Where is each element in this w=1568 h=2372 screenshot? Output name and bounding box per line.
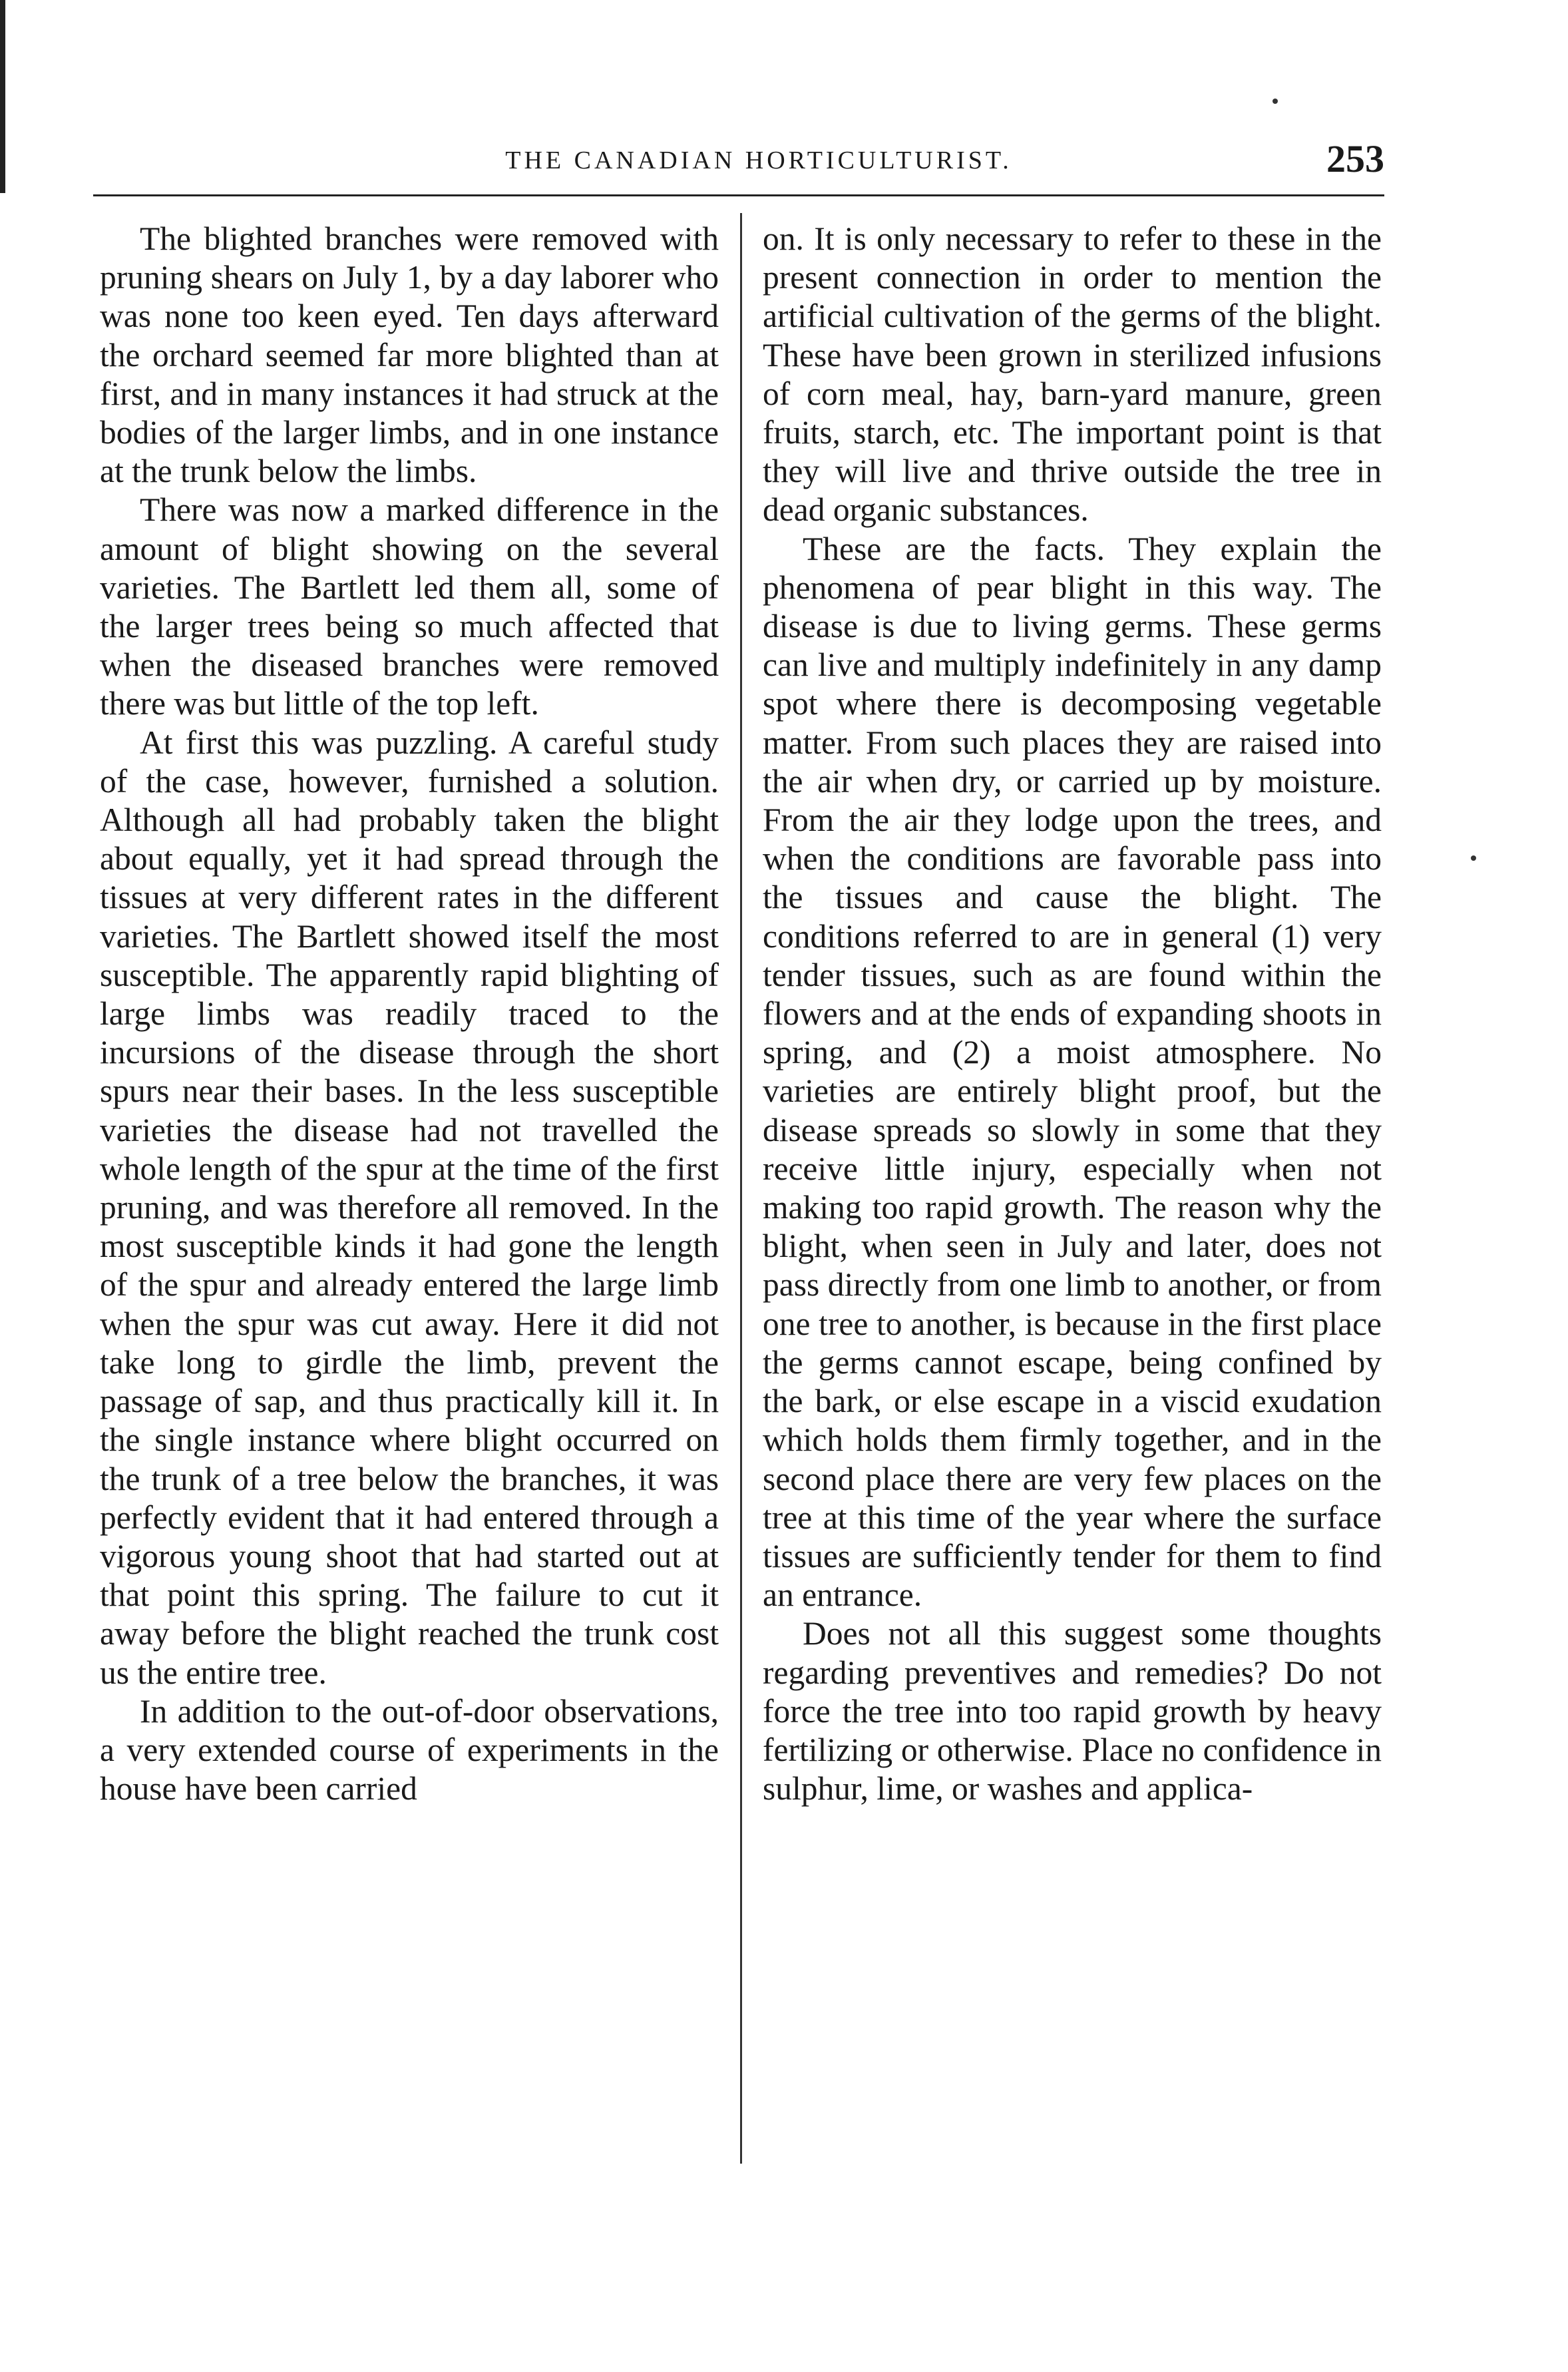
page-number: 253	[1326, 137, 1384, 180]
paragraph: At first this was puzzling. A careful study of the case, however, furnished a solution. Although all had probably taken the blight about equally, yet it had spread through the tissues at very different rates in the different varieties. The Bartlett showed itself the most susceptible. The apparently rapid blighting of large limbs was readily traced to the incursions of the disease through the short spurs near their bases. In the less susceptible varieties the disease had not travelled the whole length of the spur at the time of the first pruning, and was therefore all removed. In the most susceptible kinds it had gone the length of the spur and already entered the large limb when the spur was cut away. Here it did not take long to girdle the limb, prevent the passage of sap, and thus practically kill it. In the single instance where blight occurred on the trunk of a tree below the branches, it was perfectly evident that it had entered through a vigorous young shoot that had started out at that point this spring. The failure to cut it away before the blight reached the trunk cost us the entire tree.	[100, 724, 719, 1691]
paragraph: Does not all this suggest some thoughts regarding preventives and remedies? Do not force the tree into too rapid growth by heavy fertilizing or otherwise. Place no confidence in sulphur, lime, or washes and applica-	[763, 1615, 1382, 1807]
header-rule	[93, 194, 1384, 196]
paragraph: In addition to the out-of-door observations, a very extended course of experiments in the house have been carried	[100, 1692, 719, 1807]
running-head	[93, 136, 1384, 183]
ink-speck	[1273, 99, 1278, 104]
scan-edge-mark	[0, 0, 5, 193]
paragraph: There was now a marked difference in the amount of blight showing on the several varieties. The Bartlett led them all, some of the larger trees being so much affected that when the diseased branches were removed there was but little of the top left.	[100, 491, 719, 722]
right-column	[763, 220, 1382, 1808]
running-title: THE CANADIAN HORTICULTURIST.	[505, 146, 1012, 174]
paragraph: The blighted branches were removed with pruning shears on July 1, by a day laborer who was none too keen eyed. Ten days afterward the orchard seemed far more blighted than at first, and in many instances it had struck at the bodies of the larger limbs, and in one instance at the trunk below the limbs.	[100, 220, 719, 490]
column-divider	[740, 213, 742, 2164]
ink-speck	[1471, 855, 1476, 861]
paragraph: on. It is only necessary to refer to these in the present connection in order to mention the artificial cultivation of the germs of the blight. These have been grown in sterilized infusions of corn meal, hay, barn-yard manure, green fruits, starch, etc. The important point is that they will live and thrive outside the tree in dead organic substances.	[763, 220, 1382, 529]
paragraph: These are the facts. They explain the phenomena of pear blight in this way. The disease is due to living germs. These germs can live and multiply indefinitely in any damp spot where there is decomposing vegetable matter. From such places they are raised into the air when dry, or carried up by moisture. From the air they lodge upon the trees, and when the conditions are favorable pass into the tissues and cause the blight. The conditions referred to are in general (1) very tender tissues, such as are found within the flowers and at the ends of expanding shoots in spring, and (2) a moist atmosphere. No varieties are entirely blight proof, but the disease spreads so slowly in some that they receive little injury, especially when not making too rapid growth. The reason why the blight, when seen in July and later, does not pass directly from one limb to another, or from one tree to another, is because in the first place the germs cannot escape, being confined by the bark, or else escape in a viscid exudation which holds them firmly together, and in the second place there are very few places on the tree at this time of the year where the surface tissues are sufficiently tender for them to find an entrance.	[763, 530, 1382, 1614]
left-column	[100, 220, 719, 1808]
